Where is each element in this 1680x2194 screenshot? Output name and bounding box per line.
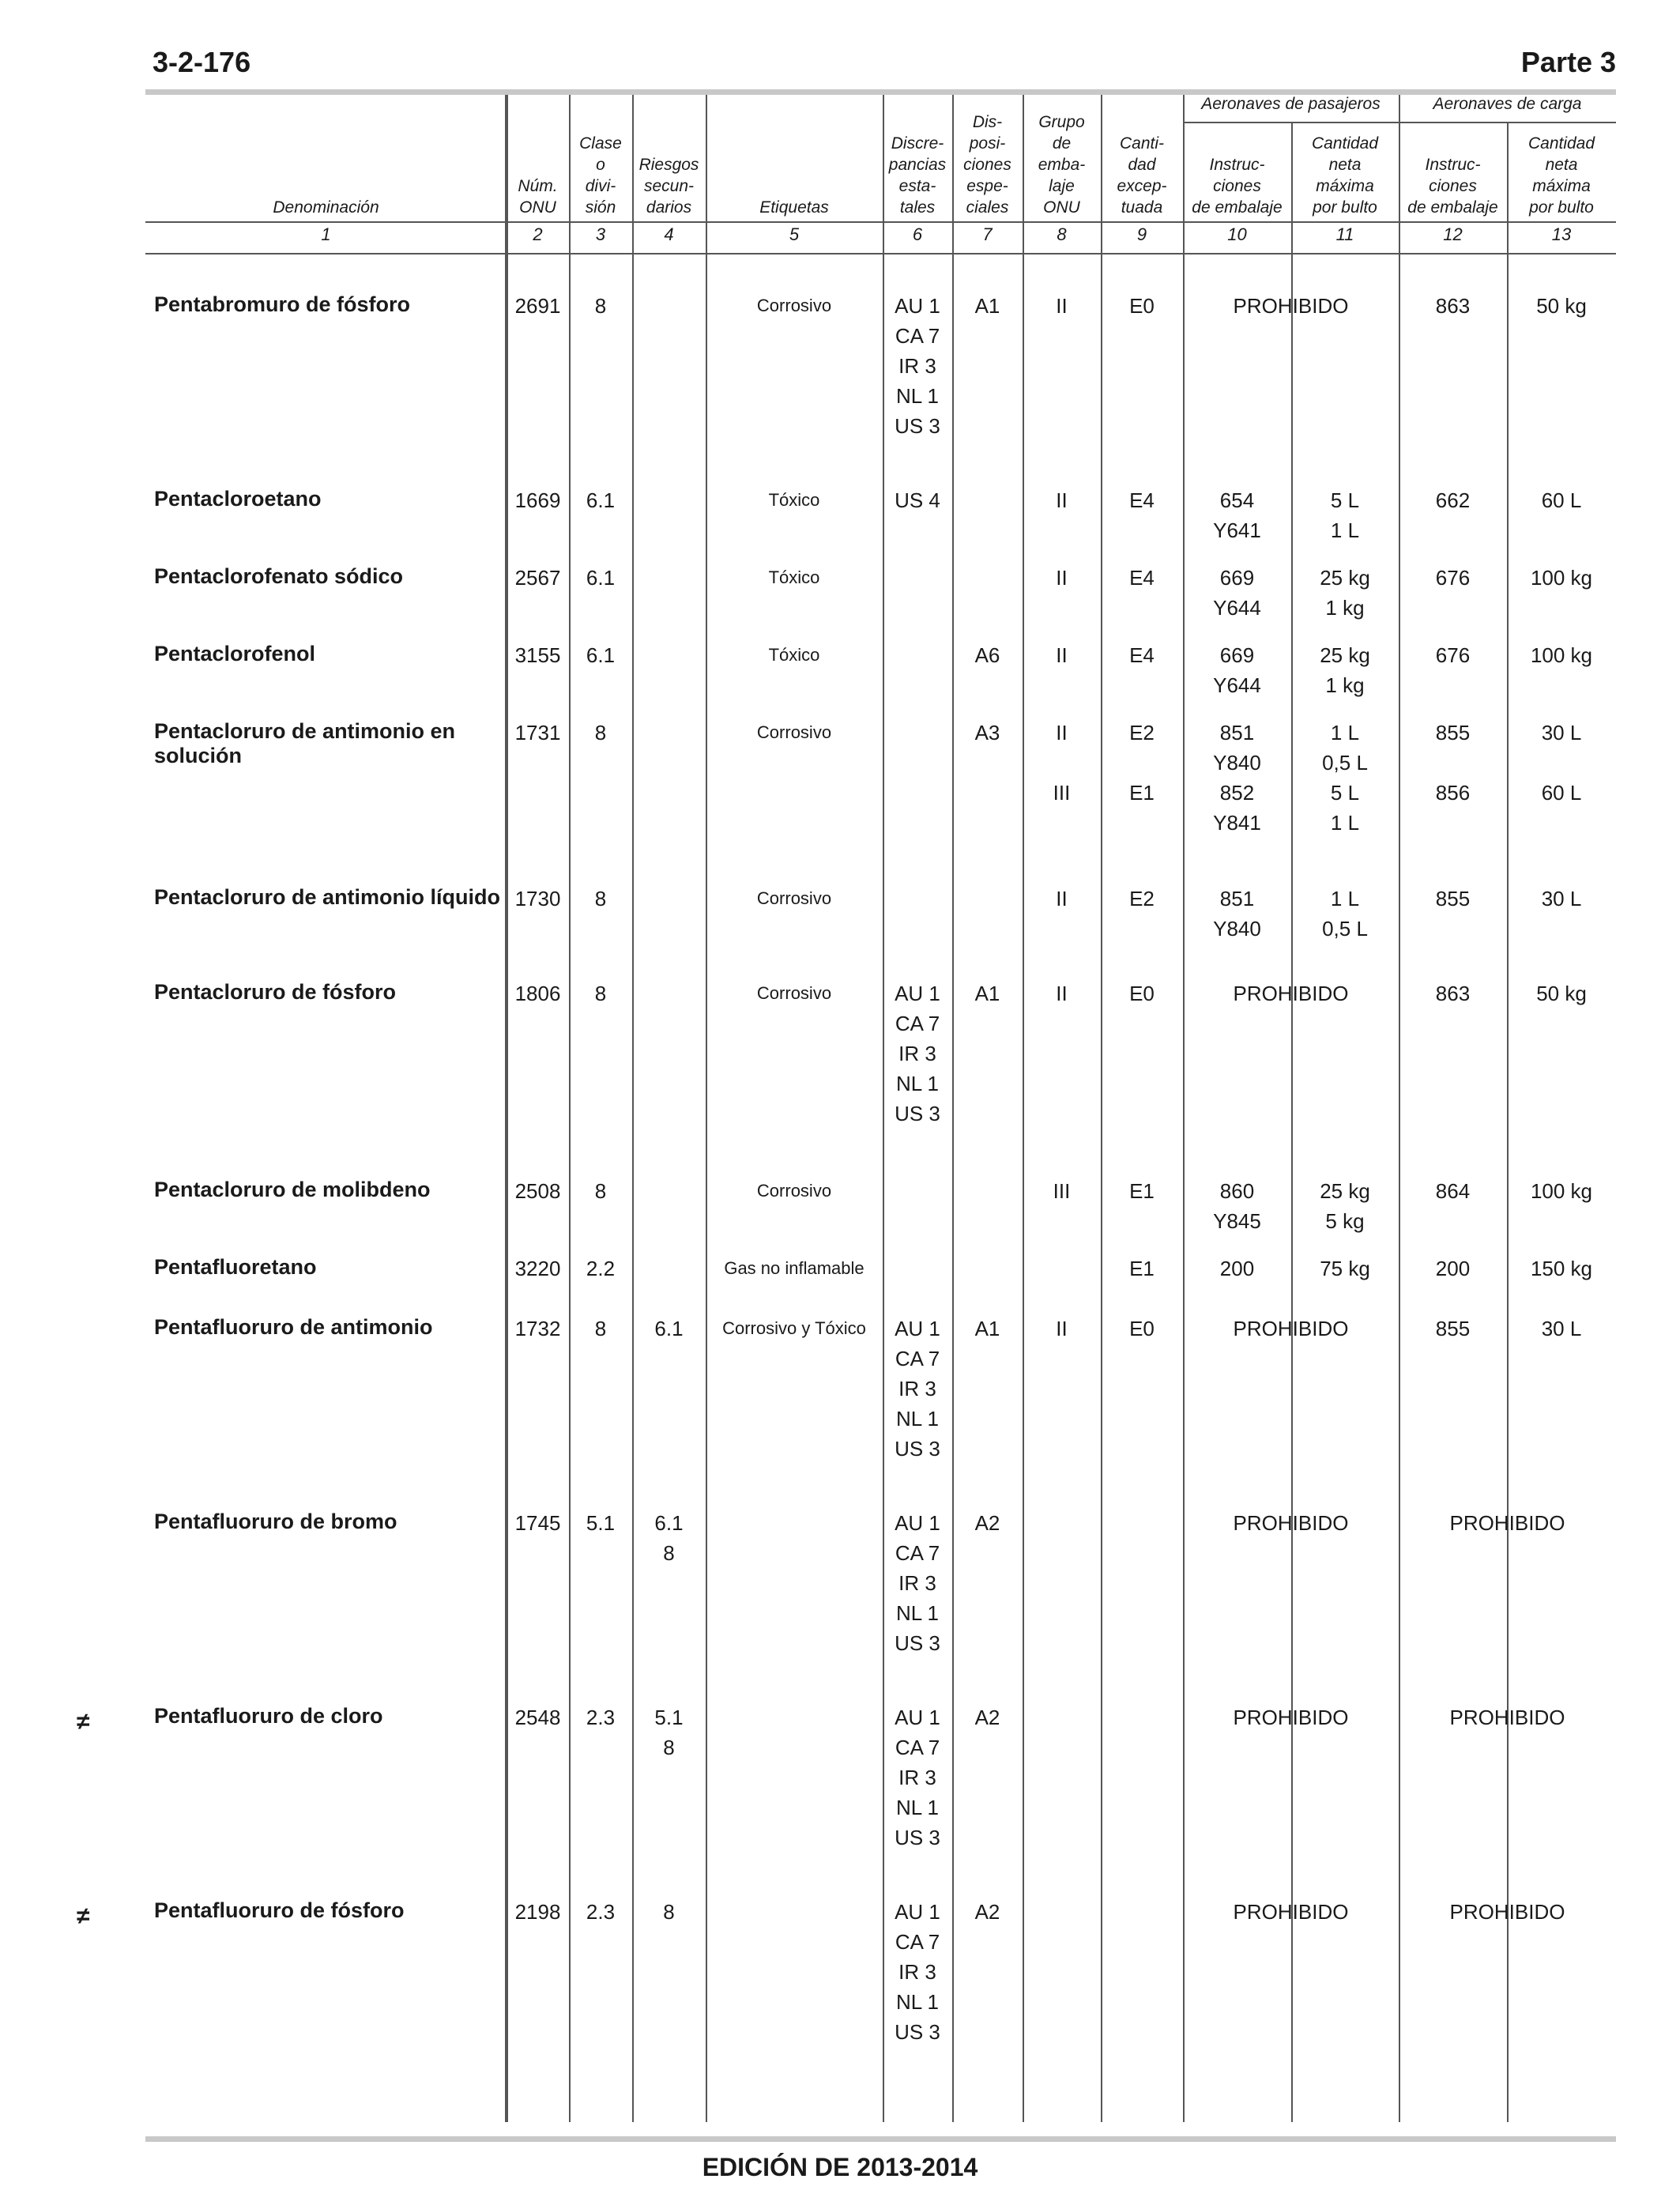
- pax-packing-instruction: 669 Y644: [1213, 643, 1261, 697]
- col-line-3: [569, 95, 571, 2122]
- header-col-10-text: Instruc- ciones de embalaje: [1192, 156, 1283, 217]
- cargo-max-net-qty: 30 L: [1541, 1317, 1582, 1340]
- cargo-prohibited: PROHIBIDO: [1449, 1706, 1565, 1729]
- hazard-label: Corrosivo: [756, 296, 832, 315]
- page-number: 3-2-176: [153, 46, 251, 78]
- substance-name: Pentacloruro de fósforo: [154, 980, 397, 1004]
- header-col-6: [883, 96, 952, 218]
- header-col-10: [1183, 123, 1291, 218]
- column-number-4: 4: [664, 224, 674, 244]
- cargo-packing-instruction: 662: [1435, 488, 1471, 512]
- un-number: 1669: [514, 488, 561, 512]
- class-division: 8: [594, 721, 607, 745]
- header-separator: [145, 221, 1616, 223]
- header-col-2-text: Núm. ONU: [518, 177, 558, 217]
- packing-group: II: [1056, 887, 1068, 910]
- cargo-packing-instruction: 863: [1435, 982, 1471, 1005]
- col-line-11: [1291, 122, 1293, 2122]
- pax-max-net-qty: 25 kg 1 kg: [1320, 643, 1370, 697]
- hazard-label: Corrosivo: [756, 888, 832, 908]
- hazard-label: Tóxico: [768, 645, 820, 665]
- class-division: 5.1: [586, 1511, 616, 1535]
- header-col-4: [632, 96, 706, 218]
- class-division: 8: [594, 982, 607, 1005]
- pax-packing-instruction: 851 Y840: [1213, 887, 1261, 941]
- header-col-3: [569, 96, 632, 218]
- state-variations: AU 1 CA 7 IR 3 NL 1 US 3: [895, 1706, 940, 1849]
- class-division: 6.1: [586, 488, 616, 512]
- class-division: 6.1: [586, 566, 616, 590]
- cargo-max-net-qty: 30 L 60 L: [1541, 721, 1582, 805]
- pax-max-net-qty: 5 L 1 L: [1330, 488, 1360, 542]
- packing-group: II: [1056, 488, 1068, 512]
- subsidiary-risk: 8: [663, 1900, 675, 1924]
- state-variations: AU 1 CA 7 IR 3 NL 1 US 3: [895, 1900, 940, 2044]
- packing-group: II: [1056, 566, 1068, 590]
- header-col-12-text: Instruc- ciones de embalaje: [1407, 156, 1498, 217]
- class-division: 2.2: [586, 1257, 616, 1280]
- packing-group: II: [1056, 1317, 1068, 1340]
- hazard-label: Corrosivo: [756, 722, 832, 742]
- state-variations: AU 1 CA 7 IR 3 NL 1 US 3: [895, 1317, 940, 1461]
- header-col-8: [1023, 96, 1101, 218]
- un-number: 1745: [514, 1511, 561, 1535]
- un-number: 2508: [514, 1179, 561, 1203]
- pax-max-net-qty: 25 kg 1 kg: [1320, 566, 1370, 620]
- column-number-12: 12: [1443, 224, 1463, 244]
- excepted-quantity: E4: [1129, 643, 1155, 667]
- column-number-1: 1: [321, 224, 331, 244]
- packing-group: III: [1053, 1179, 1071, 1203]
- un-number: 2548: [514, 1706, 561, 1729]
- col-line-8: [1023, 95, 1024, 2122]
- class-division: 8: [594, 1179, 607, 1203]
- substance-name: Pentacloruro de molibdeno: [154, 1178, 431, 1201]
- hazard-label: Corrosivo: [756, 983, 832, 1003]
- state-variations: US 4: [895, 488, 940, 512]
- un-number: 1731: [514, 721, 561, 745]
- state-variations: AU 1 CA 7 IR 3 NL 1 US 3: [895, 1511, 940, 1655]
- substance-name: Pentaclorofenol: [154, 642, 316, 665]
- passenger-aircraft-header: Aeronaves de pasajeros: [1201, 95, 1381, 113]
- cargo-max-net-qty: 30 L: [1541, 887, 1582, 910]
- cargo-packing-instruction: 855: [1435, 887, 1471, 910]
- state-variations: AU 1 CA 7 IR 3 NL 1 US 3: [895, 294, 940, 438]
- packing-group: II: [1056, 643, 1068, 667]
- cargo-prohibited: PROHIBIDO: [1449, 1511, 1565, 1535]
- cargo-max-net-qty: 150 kg: [1530, 1257, 1593, 1280]
- pax-max-net-qty: 25 kg 5 kg: [1320, 1179, 1370, 1233]
- col-line-4: [632, 95, 634, 2122]
- header-col-11-text: Cantidad neta máxima por bulto: [1311, 134, 1379, 217]
- cargo-packing-instruction: 863: [1435, 294, 1471, 318]
- col-line-9: [1101, 95, 1102, 2122]
- cargo-max-net-qty: 100 kg: [1530, 566, 1593, 590]
- header-col-1: [145, 96, 507, 218]
- column-number-8: 8: [1057, 224, 1067, 244]
- class-division: 6.1: [586, 643, 616, 667]
- substance-name: Pentafluoruro de antimonio: [154, 1315, 433, 1339]
- cargo-max-net-qty: 100 kg: [1530, 1179, 1593, 1203]
- header-col-5: [706, 96, 883, 218]
- cargo-packing-instruction: 864: [1435, 1179, 1471, 1203]
- edition-footer: EDICIÓN DE 2013-2014: [702, 2153, 978, 2181]
- header-col-6-text: Discre- pancias esta- tales: [888, 134, 947, 217]
- special-provisions: A2: [974, 1900, 1000, 1924]
- col-line-2: [507, 95, 508, 2122]
- column-number-11: 11: [1335, 224, 1354, 244]
- un-number: 1732: [514, 1317, 561, 1340]
- change-mark: ≠: [77, 1903, 90, 1929]
- pax-packing-instruction: 654 Y641: [1213, 488, 1261, 542]
- substance-name: Pentacloruro de antimonio líquido: [154, 885, 501, 909]
- un-number: 2198: [514, 1900, 561, 1924]
- header-col-2: [507, 96, 569, 218]
- pax-prohibited: PROHIBIDO: [1233, 982, 1349, 1005]
- substance-name: Pentaclorofenato sódico: [154, 564, 404, 588]
- excepted-quantity: E1: [1129, 1257, 1155, 1280]
- cargo-packing-instruction: 200: [1435, 1257, 1471, 1280]
- pax-max-net-qty: 1 L 0,5 L 5 L 1 L: [1322, 721, 1368, 835]
- part-label: Parte 3: [1520, 46, 1616, 78]
- cargo-packing-instruction: 855: [1435, 1317, 1471, 1340]
- class-division: 2.3: [586, 1706, 616, 1729]
- hazard-label: Corrosivo: [756, 1181, 832, 1201]
- special-provisions: A6: [974, 643, 1000, 667]
- column-number-10: 10: [1227, 224, 1247, 244]
- column-number-13: 13: [1551, 224, 1572, 244]
- col-line-10: [1183, 95, 1185, 2122]
- pax-packing-instruction: 669 Y644: [1213, 566, 1261, 620]
- cargo-packing-instruction: 855 856: [1435, 721, 1471, 805]
- header-col-7: [952, 96, 1023, 218]
- cargo-aircraft-header: Aeronaves de carga: [1433, 95, 1582, 113]
- special-provisions: A1: [974, 982, 1000, 1005]
- pax-max-net-qty: 1 L 0,5 L: [1322, 887, 1368, 941]
- class-division: 2.3: [586, 1900, 616, 1924]
- header-col-9-text: Canti- dad excep- tuada: [1117, 134, 1167, 217]
- cargo-max-net-qty: 50 kg: [1536, 982, 1587, 1005]
- header-col-7-text: Dis- posi- ciones espe- ciales: [963, 113, 1011, 217]
- hazard-label: Tóxico: [768, 567, 820, 587]
- pax-prohibited: PROHIBIDO: [1233, 294, 1349, 318]
- un-number: 3220: [514, 1257, 561, 1280]
- hazard-label: Corrosivo y Tóxico: [722, 1318, 866, 1338]
- excepted-quantity: E0: [1129, 982, 1155, 1005]
- pax-max-net-qty: 75 kg: [1320, 1257, 1370, 1280]
- substance-name: Pentafluoruro de cloro: [154, 1704, 383, 1728]
- change-mark: ≠: [77, 1709, 90, 1735]
- excepted-quantity: E0: [1129, 1317, 1155, 1340]
- header-col-11: [1291, 123, 1399, 218]
- cargo-packing-instruction: 676: [1435, 643, 1471, 667]
- special-provisions: A3: [974, 721, 1000, 745]
- col-line-12: [1399, 95, 1400, 2122]
- substance-name: Pentafluoruro de fósforo: [154, 1898, 405, 1922]
- column-number-9: 9: [1136, 224, 1147, 244]
- un-number: 2691: [514, 294, 561, 318]
- state-variations: AU 1 CA 7 IR 3 NL 1 US 3: [895, 982, 940, 1125]
- column-number-2: 2: [533, 224, 543, 244]
- pax-prohibited: PROHIBIDO: [1233, 1706, 1349, 1729]
- hazard-label: Tóxico: [768, 490, 820, 510]
- packing-group: II III: [1053, 721, 1071, 805]
- class-division: 8: [594, 887, 607, 910]
- column-number-7: 7: [982, 224, 993, 244]
- subsidiary-risk: 6.1 8: [654, 1511, 684, 1565]
- pax-prohibited: PROHIBIDO: [1233, 1317, 1349, 1340]
- header-col-3-text: Clase o divi- sión: [579, 134, 622, 217]
- packing-group: II: [1056, 982, 1068, 1005]
- bottom-rule: [145, 2136, 1616, 2142]
- excepted-quantity: E4: [1129, 566, 1155, 590]
- un-number: 1730: [514, 887, 561, 910]
- substance-name: Pentabromuro de fósforo: [154, 292, 411, 316]
- col-line-5: [706, 95, 707, 2122]
- col-line-7: [952, 95, 954, 2122]
- subsidiary-risk: 5.1 8: [654, 1706, 684, 1759]
- excepted-quantity: E0: [1129, 294, 1155, 318]
- substance-name: Pentafluoretano: [154, 1255, 317, 1279]
- column-number-separator: [145, 253, 1616, 254]
- pax-packing-instruction: 860 Y845: [1213, 1179, 1261, 1233]
- cargo-max-net-qty: 60 L: [1541, 488, 1582, 512]
- class-division: 8: [594, 294, 607, 318]
- pax-packing-instruction: 851 Y840 852 Y841: [1213, 721, 1261, 835]
- pax-prohibited: PROHIBIDO: [1233, 1511, 1349, 1535]
- substance-name: Pentafluoruro de bromo: [154, 1510, 397, 1533]
- special-provisions: A1: [974, 1317, 1000, 1340]
- header-col-5-text: Etiquetas: [759, 198, 829, 217]
- substance-name: Pentacloruro de antimonio en solución: [154, 719, 456, 767]
- packing-group: II: [1056, 294, 1068, 318]
- un-number: 2567: [514, 566, 561, 590]
- excepted-quantity: E4: [1129, 488, 1155, 512]
- special-provisions: A2: [974, 1511, 1000, 1535]
- pax-packing-instruction: 200: [1219, 1257, 1255, 1280]
- hazard-label: Gas no inflamable: [724, 1258, 864, 1278]
- un-number: 1806: [514, 982, 561, 1005]
- cargo-prohibited: PROHIBIDO: [1449, 1900, 1565, 1924]
- cargo-packing-instruction: 676: [1435, 566, 1471, 590]
- cargo-max-net-qty: 100 kg: [1530, 643, 1593, 667]
- column-number-6: 6: [912, 224, 923, 244]
- class-division: 8: [594, 1317, 607, 1340]
- col-line-13: [1507, 122, 1509, 2122]
- un-number: 3155: [514, 643, 561, 667]
- header-col-8-text: Grupo de emba- laje ONU: [1038, 113, 1086, 217]
- subsidiary-risk: 6.1: [654, 1317, 684, 1340]
- special-provisions: A1: [974, 294, 1000, 318]
- excepted-quantity: E2 E1: [1129, 721, 1155, 805]
- column-number-5: 5: [789, 224, 800, 244]
- header-col-12: [1399, 123, 1507, 218]
- column-number-3: 3: [595, 224, 606, 244]
- header-col-13-text: Cantidad neta máxima por bulto: [1527, 134, 1595, 217]
- header-col-9: [1101, 96, 1183, 218]
- header-col-1-text: Denominación: [273, 198, 379, 217]
- header-col-13: [1507, 123, 1616, 218]
- pax-prohibited: PROHIBIDO: [1233, 1900, 1349, 1924]
- header-col-4-text: Riesgos secun- darios: [638, 156, 699, 217]
- special-provisions: A2: [974, 1706, 1000, 1729]
- substance-name: Pentacloroetano: [154, 487, 322, 511]
- cargo-max-net-qty: 50 kg: [1536, 294, 1587, 318]
- excepted-quantity: E1: [1129, 1179, 1155, 1203]
- excepted-quantity: E2: [1129, 887, 1155, 910]
